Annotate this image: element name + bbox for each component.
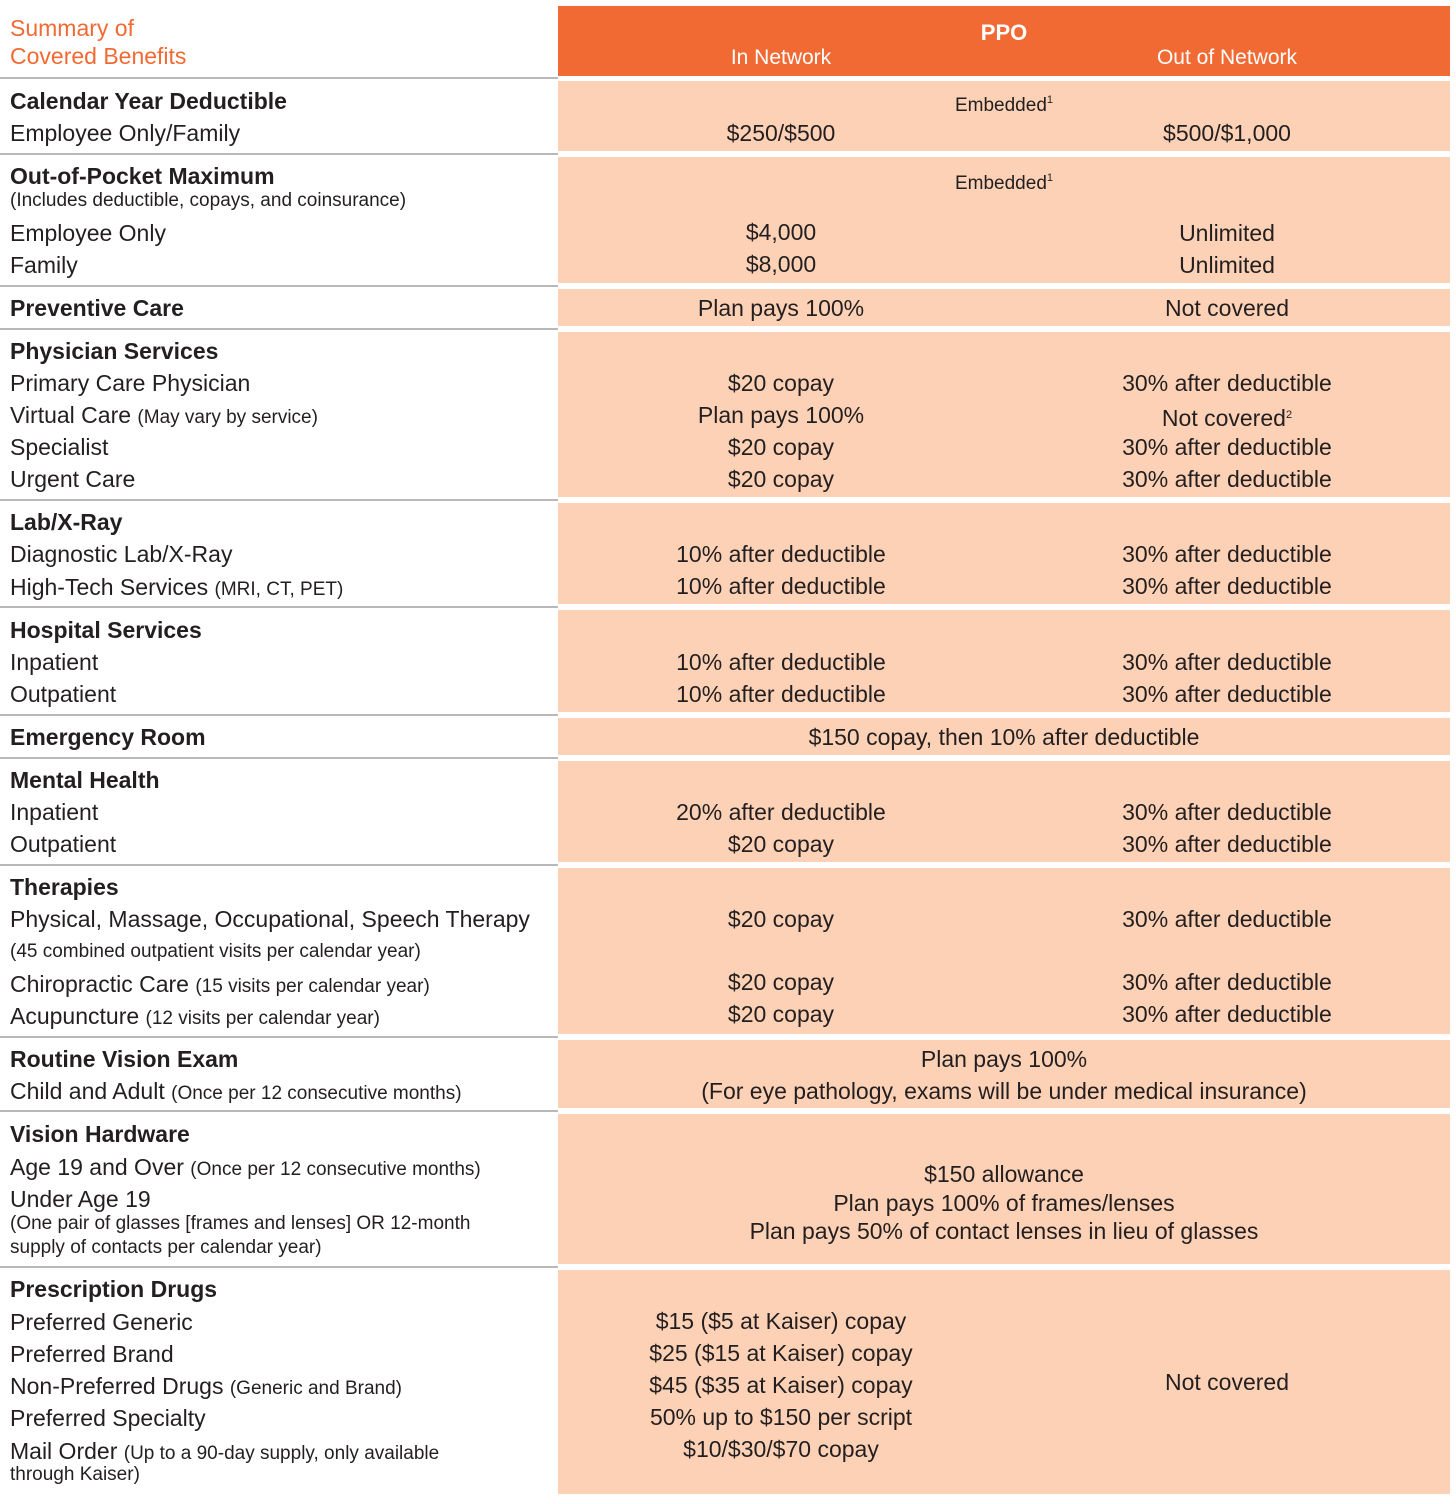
under19-note-2: supply of contacts per calendar year) (10, 1237, 322, 1258)
mh-outpatient-in: $20 copay (727, 831, 835, 857)
rx-ps-label: Preferred Specialty (10, 1405, 206, 1431)
hosp-inpatient-in: 10% after deductible (676, 649, 886, 675)
mh-outpatient-out: 30% after deductible (1122, 831, 1332, 857)
diag-out: 30% after deductible (1122, 541, 1332, 567)
pmos-note: (45 combined outpatient visits per calendar year) (10, 941, 421, 962)
pmos-label: Physical, Massage, Occupational, Speech Therapy (10, 906, 530, 932)
pmos-out: 30% after deductible (1122, 906, 1332, 932)
pcp-out: 30% after deductible (1122, 370, 1332, 396)
rx-mail-note-2: through Kaiser) (10, 1464, 140, 1485)
vision-hw-line2: Plan pays 100% of frames/lenses (833, 1190, 1175, 1216)
preventive-out: Not covered (1164, 295, 1289, 321)
virtual-out: Not covered$^2$ (1161, 405, 1293, 431)
out-network-header: Out of Network (1156, 46, 1298, 69)
deductible-title: Calendar Year Deductible (10, 88, 287, 114)
under19-note-1: (One pair of glasses [frames and lenses] OR 12-month (10, 1213, 471, 1234)
acu-out: 30% after deductible (1122, 1001, 1332, 1027)
deductible-in: $250/$500 (726, 120, 836, 146)
deductible-out: $500/$1,000 (1163, 120, 1291, 146)
vision-exam-sub: Child and Adult (Once per 12 consecutive months) (10, 1078, 462, 1104)
row-divider (0, 757, 558, 759)
chiro-out: 30% after deductible (1122, 969, 1332, 995)
mh-outpatient-label: Outpatient (10, 831, 117, 857)
oop-embedded: Embedded$^1$ (954, 172, 1054, 194)
hightech-out: 30% after deductible (1122, 573, 1332, 599)
vision-exam-line1: Plan pays 100% (920, 1046, 1088, 1072)
er-title: Emergency Room (10, 724, 206, 750)
rx-ps-in: 50% up to $150 per script (649, 1404, 913, 1430)
acu-label: Acupuncture (12 visits per calendar year) (10, 1003, 380, 1029)
diag-label: Diagnostic Lab/X-Ray (10, 541, 233, 567)
urgent-in: $20 copay (727, 466, 835, 492)
row-divider (0, 328, 558, 330)
preventive-in: Plan pays 100% (697, 295, 865, 321)
preventive-title: Preventive Care (10, 295, 184, 321)
er-value: $150 copay, then 10% after deductible (808, 724, 1200, 750)
pcp-label: Primary Care Physician (10, 370, 251, 396)
plan-header (558, 6, 1450, 76)
virtual-in: Plan pays 100% (697, 402, 865, 428)
rx-pb-in: $25 ($15 at Kaiser) copay (649, 1340, 913, 1366)
rx-mail-label: Mail Order (Up to a 90-day supply, only available (10, 1438, 440, 1464)
row-divider (0, 1266, 558, 1268)
plan-name: PPO (980, 20, 1028, 45)
lab-title: Lab/X-Ray (10, 509, 123, 535)
rx-out: Not covered (1164, 1369, 1289, 1395)
specialist-in: $20 copay (727, 434, 835, 460)
hightech-in: 10% after deductible (676, 573, 886, 599)
diag-in: 10% after deductible (676, 541, 886, 567)
oop-emp-in: $4,000 (745, 219, 817, 245)
hosp-inpatient-out: 30% after deductible (1122, 649, 1332, 675)
under19-label: Under Age 19 (10, 1186, 151, 1212)
rx-pb-label: Preferred Brand (10, 1341, 174, 1367)
vision-hw-line3: Plan pays 50% of contact lenses in lieu of glasses (749, 1218, 1259, 1244)
pmos-in: $20 copay (727, 906, 835, 932)
title-line-2: Covered Benefits (10, 43, 187, 69)
page-title (10, 14, 186, 70)
mh-inpatient-out: 30% after deductible (1122, 799, 1332, 825)
rx-pg-label: Preferred Generic (10, 1309, 193, 1335)
pcp-in: $20 copay (727, 370, 835, 396)
rx-title: Prescription Drugs (10, 1276, 218, 1302)
oop-fam-in: $8,000 (745, 251, 817, 277)
virtual-label: Virtual Care (May vary by service) (10, 402, 318, 428)
rx-npd-in: $45 ($35 at Kaiser) copay (649, 1372, 913, 1398)
vision-exam-title: Routine Vision Exam (10, 1046, 239, 1072)
rx-npd-label: Non-Preferred Drugs (Generic and Brand) (10, 1373, 403, 1399)
age19-label: Age 19 and Over (Once per 12 consecutive months) (10, 1154, 481, 1180)
hosp-outpatient-label: Outpatient (10, 681, 117, 707)
row-divider (0, 153, 558, 155)
hospital-title: Hospital Services (10, 617, 202, 643)
mental-title: Mental Health (10, 767, 160, 793)
deductible-embedded: Embedded$^1$ (954, 94, 1054, 116)
vision-hw-line1: $150 allowance (924, 1161, 1084, 1187)
row-divider (0, 285, 558, 287)
oop-note: (Includes deductible, copays, and coinsurance) (10, 190, 407, 211)
acu-in: $20 copay (727, 1001, 835, 1027)
hosp-inpatient-label: Inpatient (10, 649, 99, 675)
therapies-title: Therapies (10, 874, 119, 900)
title-line-1: Summary of (10, 15, 134, 41)
row-divider (0, 606, 558, 608)
row-divider (0, 77, 558, 79)
row-divider (0, 499, 558, 501)
chiro-in: $20 copay (727, 969, 835, 995)
oop-fam-out: Unlimited (1179, 252, 1275, 278)
oop-title: Out-of-Pocket Maximum (10, 163, 275, 189)
mh-inpatient-in: 20% after deductible (676, 799, 886, 825)
oop-fam-label: Family (10, 252, 78, 278)
row-divider (0, 714, 558, 716)
urgent-label: Urgent Care (10, 466, 136, 492)
hosp-outpatient-out: 30% after deductible (1122, 681, 1332, 707)
row-divider (0, 1110, 558, 1112)
hosp-outpatient-in: 10% after deductible (676, 681, 886, 707)
rx-pg-in: $15 ($5 at Kaiser) copay (655, 1308, 907, 1334)
hightech-label: High-Tech Services (MRI, CT, PET) (10, 574, 344, 600)
specialist-out: 30% after deductible (1122, 434, 1332, 460)
chiro-label: Chiropractic Care (15 visits per calendar year) (10, 971, 430, 997)
deductible-sub: Employee Only/Family (10, 120, 241, 146)
in-network-header: In Network (730, 46, 832, 69)
specialist-label: Specialist (10, 434, 109, 460)
vision-hw-title: Vision Hardware (10, 1121, 190, 1147)
oop-emp-label: Employee Only (10, 220, 166, 246)
mh-inpatient-label: Inpatient (10, 799, 99, 825)
rx-mail-in: $10/$30/$70 copay (683, 1436, 879, 1462)
urgent-out: 30% after deductible (1122, 466, 1332, 492)
oop-emp-out: Unlimited (1179, 220, 1275, 246)
row-divider (0, 864, 558, 866)
vision-exam-line2: (For eye pathology, exams will be under medical insurance) (701, 1078, 1307, 1104)
row-divider (0, 1036, 558, 1038)
physician-title: Physician Services (10, 338, 219, 364)
